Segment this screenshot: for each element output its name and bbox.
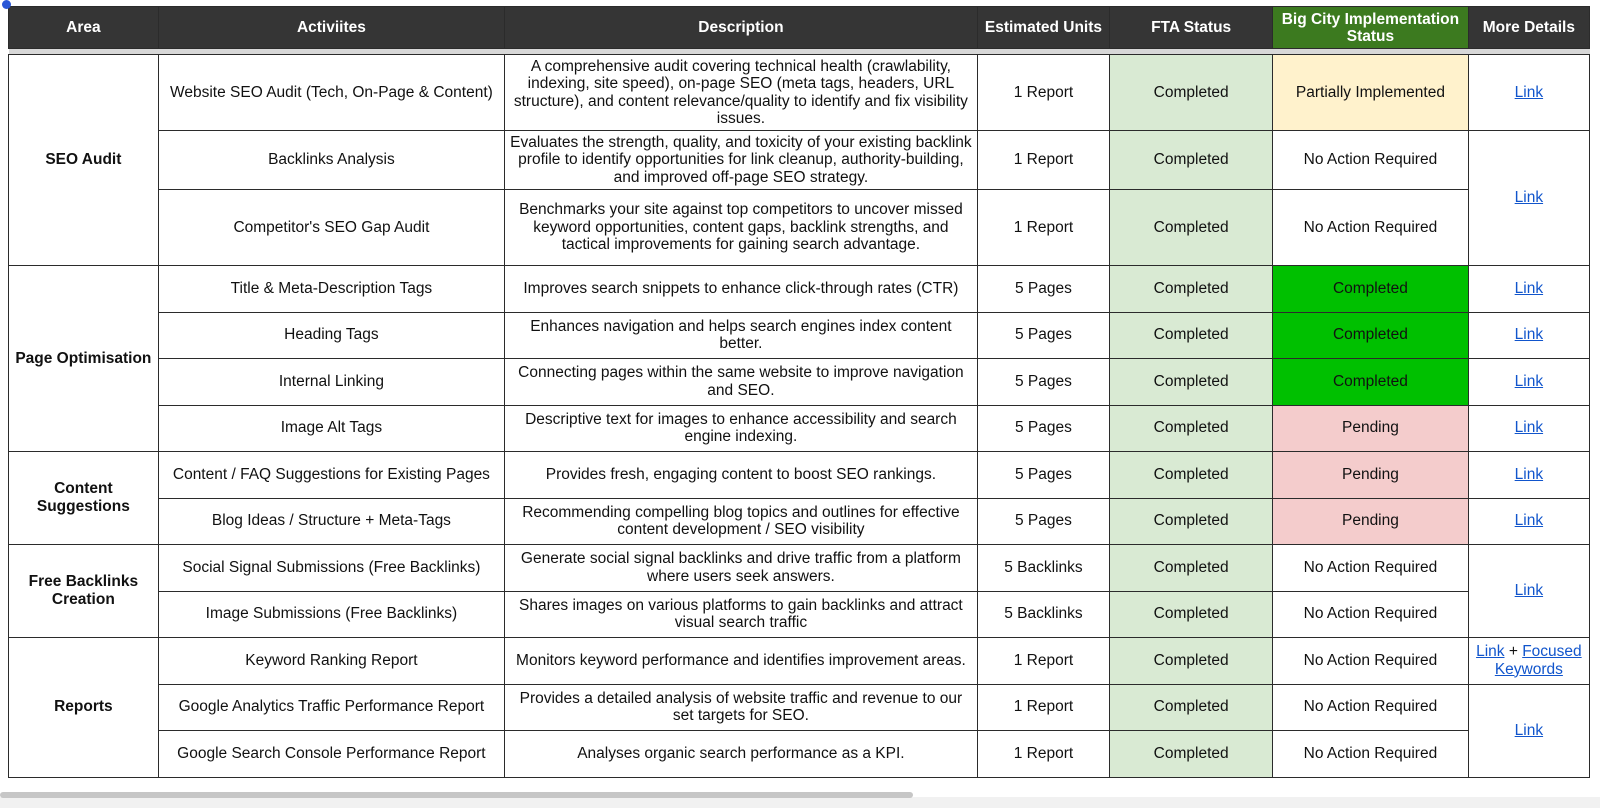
- implementation-status-cell: No Action Required: [1273, 131, 1469, 190]
- description-cell: Recommending compelling blog topics and outlines for effective content development / SEO visibility: [505, 498, 978, 545]
- description-cell: Descriptive text for images to enhance accessibility and search engine indexing.: [505, 405, 978, 452]
- implementation-status-cell: No Action Required: [1273, 591, 1469, 638]
- description-cell: Shares images on various platforms to gain backlinks and attract visual search traffic: [505, 591, 978, 638]
- implementation-status-cell: Completed: [1273, 359, 1469, 406]
- activity-cell: Blog Ideas / Structure + Meta-Tags: [158, 498, 504, 545]
- details-cell: [1468, 359, 1589, 406]
- fta-status-cell: Completed: [1110, 359, 1273, 406]
- details-cell: [1468, 684, 1589, 777]
- units-cell: 5 Pages: [977, 266, 1109, 313]
- horizontal-scrollbar-track[interactable]: [0, 797, 1600, 808]
- activity-cell: Competitor's SEO Gap Audit: [158, 190, 504, 266]
- area-seo-audit: SEO Audit: [9, 55, 159, 266]
- units-cell: 5 Pages: [977, 405, 1109, 452]
- spreadsheet-table-container: [8, 6, 1590, 778]
- details-cell: [1468, 312, 1589, 359]
- fta-status-cell: Completed: [1110, 684, 1273, 731]
- header-estimated-units: Estimated Units: [977, 7, 1109, 49]
- table-row: [9, 359, 1590, 406]
- implementation-status-cell: No Action Required: [1273, 684, 1469, 731]
- fta-status-cell: Completed: [1110, 731, 1273, 778]
- seo-activities-table: [8, 6, 1590, 778]
- implementation-status-cell: Partially Implemented: [1273, 55, 1469, 131]
- area-free-backlinks: Free Backlinks Creation: [9, 545, 159, 638]
- activity-cell: Heading Tags: [158, 312, 504, 359]
- activity-cell: Image Alt Tags: [158, 405, 504, 452]
- description-cell: A comprehensive audit covering technical health (crawlability, indexing, site speed), on-page SEO (meta tags, headers, URL structure), and content relevance/quality to identify and fix visibility issues.: [505, 55, 978, 131]
- table-row: [9, 190, 1590, 266]
- activity-cell: Backlinks Analysis: [158, 131, 504, 190]
- table-row: [9, 55, 1590, 131]
- details-cell: [1468, 452, 1589, 499]
- implementation-status-cell: Pending: [1273, 452, 1469, 499]
- table-row: [9, 591, 1590, 638]
- details-cell: [1468, 131, 1589, 266]
- description-cell: Generate social signal backlinks and drive traffic from a platform where users seek answers.: [505, 545, 978, 592]
- activity-cell: Image Submissions (Free Backlinks): [158, 591, 504, 638]
- activity-cell: Keyword Ranking Report: [158, 638, 504, 685]
- fta-status-cell: Completed: [1110, 405, 1273, 452]
- table-row: [9, 131, 1590, 190]
- implementation-status-cell: Completed: [1273, 266, 1469, 313]
- area-reports: Reports: [9, 638, 159, 778]
- details-cell: [1468, 638, 1589, 685]
- details-cell: [1468, 405, 1589, 452]
- table-row: [9, 452, 1590, 499]
- details-cell: [1468, 545, 1589, 638]
- details-cell: [1468, 498, 1589, 545]
- header-description: Description: [505, 7, 978, 49]
- units-cell: 5 Backlinks: [977, 545, 1109, 592]
- implementation-status-cell: No Action Required: [1273, 190, 1469, 266]
- implementation-status-cell: No Action Required: [1273, 731, 1469, 778]
- details-cell: [1468, 266, 1589, 313]
- table-row: [9, 684, 1590, 731]
- units-cell: 1 Report: [977, 131, 1109, 190]
- description-cell: Improves search snippets to enhance click-through rates (CTR): [505, 266, 978, 313]
- implementation-status-cell: Pending: [1273, 405, 1469, 452]
- units-cell: 5 Pages: [977, 452, 1109, 499]
- details-link[interactable]: Link: [1514, 279, 1544, 297]
- activity-cell: Website SEO Audit (Tech, On-Page & Content): [158, 55, 504, 131]
- header-row: [9, 7, 1590, 49]
- fta-status-cell: Completed: [1110, 498, 1273, 545]
- fta-status-cell: Completed: [1110, 266, 1273, 313]
- table-row: [9, 266, 1590, 313]
- description-cell: Connecting pages within the same website to improve navigation and SEO.: [505, 359, 978, 406]
- table-row: [9, 731, 1590, 778]
- implementation-status-cell: Pending: [1273, 498, 1469, 545]
- area-content-suggestions: Content Suggestions: [9, 452, 159, 545]
- activity-cell: Content / FAQ Suggestions for Existing Pages: [158, 452, 504, 499]
- header-activities: Activiites: [158, 7, 504, 49]
- fta-status-cell: Completed: [1110, 55, 1273, 131]
- description-cell: Evaluates the strength, quality, and toxicity of your existing backlink profile to identify opportunities for link cleanup, authority-building, and improved off-page SEO strategy.: [505, 131, 978, 190]
- details-link[interactable]: Link: [1514, 372, 1544, 390]
- activity-cell: Internal Linking: [158, 359, 504, 406]
- fta-status-cell: Completed: [1110, 591, 1273, 638]
- header-more-details: More Details: [1468, 7, 1589, 49]
- table-row: [9, 545, 1590, 592]
- table-row: [9, 498, 1590, 545]
- activity-cell: Google Analytics Traffic Performance Report: [158, 684, 504, 731]
- details-link[interactable]: Link: [1514, 721, 1544, 739]
- activity-cell: Social Signal Submissions (Free Backlinks): [158, 545, 504, 592]
- link-separator: +: [1504, 642, 1523, 660]
- units-cell: 5 Pages: [977, 359, 1109, 406]
- horizontal-scrollbar-thumb[interactable]: [0, 792, 913, 798]
- units-cell: 1 Report: [977, 731, 1109, 778]
- implementation-status-cell: No Action Required: [1273, 638, 1469, 685]
- details-link[interactable]: Link: [1514, 465, 1544, 483]
- cell-selection-handle[interactable]: [2, 0, 11, 9]
- header-area: Area: [9, 7, 159, 49]
- fta-status-cell: Completed: [1110, 545, 1273, 592]
- units-cell: 1 Report: [977, 684, 1109, 731]
- description-cell: Monitors keyword performance and identifies improvement areas.: [505, 638, 978, 685]
- details-link[interactable]: Link: [1514, 326, 1544, 344]
- area-page-optimisation: Page Optimisation: [9, 266, 159, 452]
- header-fta-status: FTA Status: [1110, 7, 1273, 49]
- details-link[interactable]: Link: [1514, 582, 1544, 599]
- units-cell: 1 Report: [977, 55, 1109, 131]
- implementation-status-cell: No Action Required: [1273, 545, 1469, 592]
- fta-status-cell: Completed: [1110, 452, 1273, 499]
- focused-keywords-link[interactable]: Focused Keywords: [1494, 642, 1582, 678]
- details-cell: [1468, 55, 1589, 131]
- units-cell: 5 Pages: [977, 498, 1109, 545]
- activity-cell: Title & Meta-Description Tags: [158, 266, 504, 313]
- description-cell: Provides a detailed analysis of website traffic and revenue to our set targets for SEO.: [505, 684, 978, 731]
- details-link[interactable]: Link: [1476, 642, 1505, 660]
- table-row: [9, 405, 1590, 452]
- implementation-status-cell: Completed: [1273, 312, 1469, 359]
- details-link[interactable]: Link: [1514, 189, 1544, 206]
- fta-status-cell: Completed: [1110, 190, 1273, 266]
- table-row: [9, 312, 1590, 359]
- description-cell: Analyses organic search performance as a KPI.: [505, 731, 978, 778]
- header-big-city-status: Big City Implementation Status: [1273, 7, 1469, 49]
- table-row: [9, 638, 1590, 685]
- description-cell: Benchmarks your site against top competitors to uncover missed keyword opportunities, content gaps, backlink strengths, and tactical improvements for gaining search advantage.: [505, 190, 978, 266]
- fta-status-cell: Completed: [1110, 638, 1273, 685]
- units-cell: 1 Report: [977, 638, 1109, 685]
- units-cell: 5 Pages: [977, 312, 1109, 359]
- details-link[interactable]: Link: [1514, 512, 1544, 530]
- fta-status-cell: Completed: [1110, 312, 1273, 359]
- details-link[interactable]: Link: [1514, 419, 1544, 437]
- details-link[interactable]: Link: [1514, 83, 1544, 101]
- description-cell: Provides fresh, engaging content to boost SEO rankings.: [505, 452, 978, 499]
- activity-cell: Google Search Console Performance Report: [158, 731, 504, 778]
- description-cell: Enhances navigation and helps search engines index content better.: [505, 312, 978, 359]
- units-cell: 5 Backlinks: [977, 591, 1109, 638]
- units-cell: 1 Report: [977, 190, 1109, 266]
- fta-status-cell: Completed: [1110, 131, 1273, 190]
